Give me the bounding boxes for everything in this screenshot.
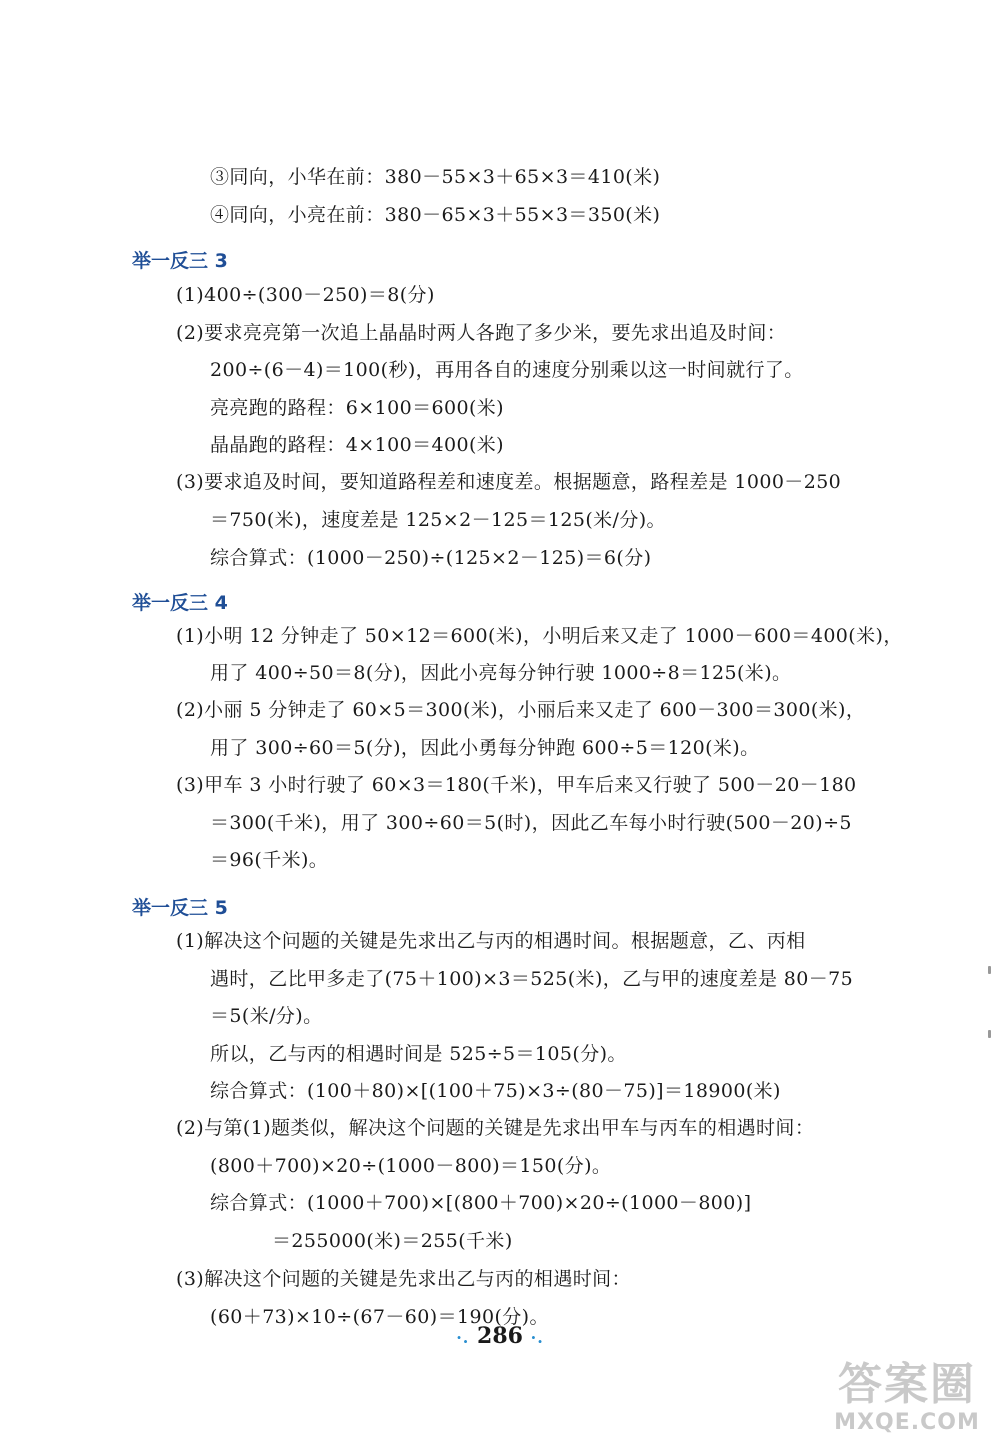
text-line: ＝5(米/分)。 xyxy=(210,1005,323,1027)
text-line: 遇时，乙比甲多走了(75＋100)×3＝525(米)，乙与甲的速度差是 80－75 xyxy=(210,968,854,990)
text-line: 用了 400÷50＝8(分)，因此小亮每分钟行驶 1000÷8＝125(米)。 xyxy=(210,662,792,684)
decorative-dots-left: ·. xyxy=(456,1327,470,1347)
text-line: (60＋73)×10÷(67－60)＝190(分)。 xyxy=(210,1306,549,1328)
watermark-title: 答案圈 xyxy=(838,1359,976,1410)
text-line: (2)小丽 5 分钟走了 60×5＝300(米)，小丽后来又走了 600－300＝300(米)， xyxy=(176,699,866,721)
text-line: ③同向，小华在前：380－55×3＋65×3＝410(米) xyxy=(210,166,661,188)
text-line: ④同向，小亮在前：380－65×3＋55×3＝350(米) xyxy=(210,204,661,226)
section-heading-3: 举一反三 3 xyxy=(132,250,228,272)
text-line: 综合算式：(1000－250)÷(125×2－125)＝6(分) xyxy=(210,547,652,569)
page-number: 286 xyxy=(477,1323,523,1349)
section-heading-5: 举一反三 5 xyxy=(132,897,228,919)
scan-mark xyxy=(988,1030,991,1038)
watermark-domain: MXQE.COM xyxy=(834,1410,980,1435)
scan-mark xyxy=(988,966,991,974)
text-line: (800＋700)×20÷(1000－800)＝150(分)。 xyxy=(210,1155,612,1177)
text-line: 综合算式：(1000＋700)×[(800＋700)×20÷(1000－800)] xyxy=(210,1192,752,1214)
text-line: (3)要求追及时间，要知道路程差和速度差。根据题意，路程差是 1000－250 xyxy=(176,471,842,493)
text-line: 亮亮跑的路程：6×100＝600(米) xyxy=(210,397,504,419)
text-line: (2)要求亮亮第一次追上晶晶时两人各跑了多少米，要先求出追及时间： xyxy=(176,322,787,344)
text-line: (2)与第(1)题类似，解决这个问题的关键是先求出甲车与丙车的相遇时间： xyxy=(176,1117,815,1139)
text-line: ＝750(米)，速度差是 125×2－125＝125(米/分)。 xyxy=(210,509,666,531)
section-heading-4: 举一反三 4 xyxy=(132,592,228,614)
text-line: (3)解决这个问题的关键是先求出乙与丙的相遇时间： xyxy=(176,1268,631,1290)
text-line: 晶晶跑的路程：4×100＝400(米) xyxy=(210,434,504,456)
page-number-footer xyxy=(0,1323,1000,1349)
decorative-dots-right: ·. xyxy=(530,1327,544,1347)
text-line: 综合算式：(100＋80)×[(100＋75)×3÷(80－75)]＝18900(米) xyxy=(210,1080,781,1102)
text-line: (1)小明 12 分钟走了 50×12＝600(米)，小明后来又走了 1000－600＝400(米)， xyxy=(176,625,903,647)
text-line: (1)400÷(300－250)＝8(分) xyxy=(176,284,435,306)
text-line: ＝300(千米)，用了 300÷60＝5(时)，因此乙车每小时行驶(500－20)÷5 xyxy=(210,812,852,834)
text-line: (1)解决这个问题的关键是先求出乙与丙的相遇时间。根据题意，乙、丙相 xyxy=(176,930,806,952)
text-line: 200÷(6－4)＝100(秒)，再用各自的速度分别乘以这一时间就行了。 xyxy=(210,359,804,381)
text-line: 用了 300÷60＝5(分)，因此小勇每分钟跑 600÷5＝120(米)。 xyxy=(210,737,760,759)
text-line: (3)甲车 3 小时行驶了 60×3＝180(千米)，甲车后来又行驶了 500－20－180 xyxy=(176,774,857,796)
text-line: ＝255000(米)＝255(千米) xyxy=(272,1230,513,1252)
text-line: ＝96(千米)。 xyxy=(210,849,329,871)
text-line: 所以，乙与丙的相遇时间是 525÷5＝105(分)。 xyxy=(210,1043,627,1065)
watermark-logo xyxy=(832,1360,982,1446)
